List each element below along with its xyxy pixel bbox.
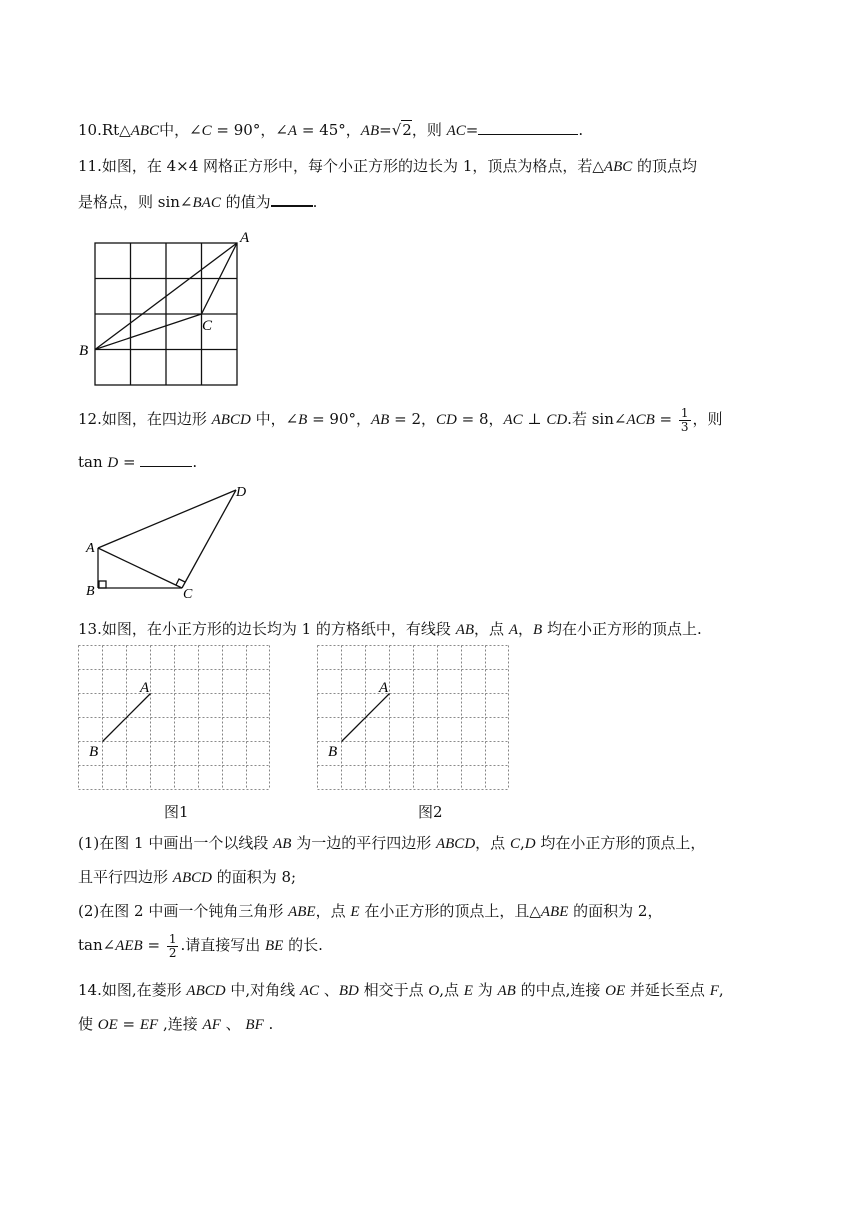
answer-blank[interactable] bbox=[478, 119, 578, 135]
q13-text: .请直接写出 bbox=[180, 936, 265, 954]
q11-text: 的值为 bbox=[220, 193, 271, 211]
q13-text: 的长. bbox=[283, 936, 323, 954]
q12-var: CD bbox=[546, 412, 568, 428]
q14-text: . bbox=[263, 1015, 274, 1033]
figure-2-caption: 图2 bbox=[418, 803, 443, 821]
segment-bc bbox=[95, 314, 202, 350]
q14-text: 14.如图,在菱形 bbox=[78, 981, 187, 999]
q13-text: ，点 bbox=[475, 834, 510, 852]
q13-var: E bbox=[350, 904, 360, 920]
q14-text: 为 bbox=[472, 981, 498, 999]
q12-text: 中，∠ bbox=[250, 410, 299, 428]
question-12-line2 bbox=[78, 451, 197, 473]
q14-text: 相交于点 bbox=[358, 981, 429, 999]
sqrt-symbol: √ bbox=[391, 121, 402, 139]
q14-text: 中,对角线 bbox=[225, 981, 300, 999]
label-a: A bbox=[379, 680, 389, 696]
q13-var: ABE bbox=[540, 904, 569, 920]
q13-text: (2)在图 2 中画一个钝角三角形 bbox=[78, 902, 289, 920]
q14-text: 、 bbox=[319, 981, 339, 999]
q14-text: 并延长至点 bbox=[625, 981, 710, 999]
label-a: A bbox=[240, 230, 250, 246]
q13-text: ， bbox=[518, 620, 534, 638]
question-14-line1 bbox=[78, 980, 724, 1001]
label-c: C bbox=[202, 318, 213, 334]
q12-text: = 8， bbox=[456, 410, 504, 428]
q13-var: D bbox=[524, 836, 536, 852]
q13-text: 均在小正方形的顶点上， bbox=[535, 834, 706, 852]
q12-text: 12.如图，在四边形 bbox=[78, 410, 212, 428]
q10-var: C bbox=[201, 123, 212, 139]
label-b: B bbox=[86, 584, 95, 599]
q14-var: F bbox=[709, 983, 719, 999]
fraction bbox=[679, 407, 691, 434]
q10-text: = 90°，∠ bbox=[211, 121, 288, 139]
fraction-denominator: 2 bbox=[168, 945, 177, 960]
q12-text: = bbox=[654, 410, 677, 428]
question-11-line1 bbox=[78, 156, 697, 177]
q11-grid-figure bbox=[76, 228, 266, 394]
q14-text: , bbox=[718, 981, 724, 999]
question-13-part1-line1 bbox=[78, 833, 705, 854]
q14-var: AC bbox=[299, 983, 320, 999]
label-b: B bbox=[79, 343, 89, 359]
q14-var: EF bbox=[139, 1017, 159, 1033]
q12-text: ，则 bbox=[692, 410, 723, 428]
answer-blank[interactable] bbox=[271, 190, 313, 207]
q14-text: 使 bbox=[78, 1015, 98, 1033]
q13-text: 均在小正方形的顶点上. bbox=[542, 620, 702, 638]
q14-text: 、 bbox=[220, 1015, 246, 1033]
q13-text: , bbox=[519, 834, 525, 852]
q14-text: 的中点,连接 bbox=[515, 981, 606, 999]
q14-var: BD bbox=[338, 983, 359, 999]
q12-var: AC bbox=[503, 412, 523, 428]
q13-text: 为一边的平行四边形 bbox=[291, 834, 436, 852]
segment-ad bbox=[98, 490, 236, 548]
label-b: B bbox=[328, 744, 338, 760]
q13-var: ABE bbox=[288, 904, 316, 920]
q10-text: 中，∠ bbox=[159, 121, 202, 139]
q13-text: 在小正方形的顶点上，且△ bbox=[359, 902, 541, 920]
q13-var: AEB bbox=[115, 938, 143, 954]
q13-var: C bbox=[509, 836, 520, 852]
question-11-line2 bbox=[78, 190, 317, 213]
sqrt-value: 2 bbox=[402, 121, 412, 139]
q12-var: B bbox=[298, 412, 308, 428]
q12-var: ACB bbox=[626, 412, 655, 428]
q13-grid-figure-2 bbox=[317, 645, 511, 792]
q13-var: B bbox=[533, 622, 543, 638]
fraction-numerator: 1 bbox=[680, 405, 689, 420]
q11-var: ABC bbox=[603, 159, 633, 175]
question-14-line2 bbox=[78, 1014, 273, 1035]
question-13-part1-line2 bbox=[78, 867, 296, 888]
question-13-line1 bbox=[78, 619, 702, 640]
q12-text: = 90°， bbox=[307, 410, 372, 428]
figure-1-caption: 图1 bbox=[164, 803, 189, 821]
q13-grid-figure-1 bbox=[78, 645, 272, 792]
right-angle-mark bbox=[99, 581, 106, 588]
q10-var: ABC bbox=[130, 123, 160, 139]
q12-text: = bbox=[118, 453, 141, 471]
q13-text: tan∠ bbox=[78, 936, 116, 954]
label-d: D bbox=[236, 485, 247, 500]
q14-var: E bbox=[463, 983, 473, 999]
segment-cd bbox=[182, 490, 236, 588]
q13-var: AB bbox=[455, 622, 475, 638]
q14-var: ABCD bbox=[186, 983, 226, 999]
q12-var: ABCD bbox=[211, 412, 251, 428]
segment-ac bbox=[98, 548, 182, 588]
q11-text: 的顶点均 bbox=[632, 157, 698, 175]
q12-var: D bbox=[107, 455, 119, 471]
q12-text: ⊥ bbox=[522, 410, 547, 428]
q13-text: 的面积为 2， bbox=[568, 902, 663, 920]
q14-text: = bbox=[117, 1015, 140, 1033]
q14-var: AB bbox=[497, 983, 516, 999]
q13-text: ，点 bbox=[474, 620, 509, 638]
question-13-part2-line2 bbox=[78, 930, 323, 961]
question-13-part2-line1 bbox=[78, 901, 662, 922]
q10-text: . bbox=[578, 121, 584, 139]
q13-var: A bbox=[508, 622, 518, 638]
q10-text: = 45°， bbox=[297, 121, 361, 139]
q12-quadrilateral-figure bbox=[80, 480, 260, 602]
q13-var: ABCD bbox=[172, 870, 212, 886]
label-a: A bbox=[140, 680, 150, 696]
q10-text: = bbox=[465, 121, 479, 139]
fraction-numerator: 1 bbox=[168, 931, 177, 946]
q14-var: O bbox=[428, 983, 440, 999]
q13-text: 的面积为 8; bbox=[211, 868, 297, 886]
fraction bbox=[167, 933, 179, 960]
q14-var: AF bbox=[202, 1017, 221, 1033]
answer-blank[interactable] bbox=[140, 451, 192, 467]
q10-var: AC bbox=[446, 123, 466, 139]
label-c: C bbox=[183, 587, 193, 602]
question-10 bbox=[78, 119, 583, 141]
q12-text: = 2， bbox=[389, 410, 436, 428]
q13-text: 13.如图，在小正方形的边长均为 1 的方格纸中，有线段 bbox=[78, 620, 456, 638]
q14-text: ,连接 bbox=[158, 1015, 203, 1033]
q12-text: . bbox=[192, 453, 198, 471]
q13-text: 且平行四边形 bbox=[78, 868, 173, 886]
q13-var: AB bbox=[273, 836, 292, 852]
q12-var: AB bbox=[371, 412, 390, 428]
q11-text: . bbox=[312, 193, 318, 211]
fraction-denominator: 3 bbox=[680, 419, 689, 434]
question-12-line1 bbox=[78, 405, 723, 434]
label-b: B bbox=[89, 744, 99, 760]
q11-var: BAC bbox=[192, 195, 221, 211]
q10-var: A bbox=[287, 123, 298, 139]
q10-number: 10. bbox=[78, 121, 102, 139]
q10-text: Rt△ bbox=[101, 121, 131, 139]
q11-text: 11.如图，在 4×4 网格正方形中，每个小正方形的边长为 1，顶点为格点，若△ bbox=[78, 157, 604, 175]
q14-var: OE bbox=[97, 1017, 118, 1033]
q10-text: = bbox=[379, 121, 392, 139]
q14-var: BF bbox=[245, 1017, 264, 1033]
label-a: A bbox=[86, 541, 95, 556]
q13-text: ，点 bbox=[315, 902, 351, 920]
q13-text: = bbox=[142, 936, 165, 954]
q11-text: 是格点，则 sin∠ bbox=[78, 193, 193, 211]
q10-text: ，则 bbox=[411, 121, 447, 139]
q12-var: CD bbox=[436, 412, 457, 428]
q10-var: AB bbox=[360, 123, 380, 139]
q12-text: .若 sin∠ bbox=[567, 410, 627, 428]
q13-var: ABCD bbox=[435, 836, 476, 852]
q13-text: (1)在图 1 中画出一个以线段 bbox=[78, 834, 274, 852]
q13-var: BE bbox=[265, 938, 284, 954]
q14-var: OE bbox=[605, 983, 626, 999]
q12-text: tan bbox=[78, 453, 108, 471]
q14-text: ,点 bbox=[439, 981, 464, 999]
